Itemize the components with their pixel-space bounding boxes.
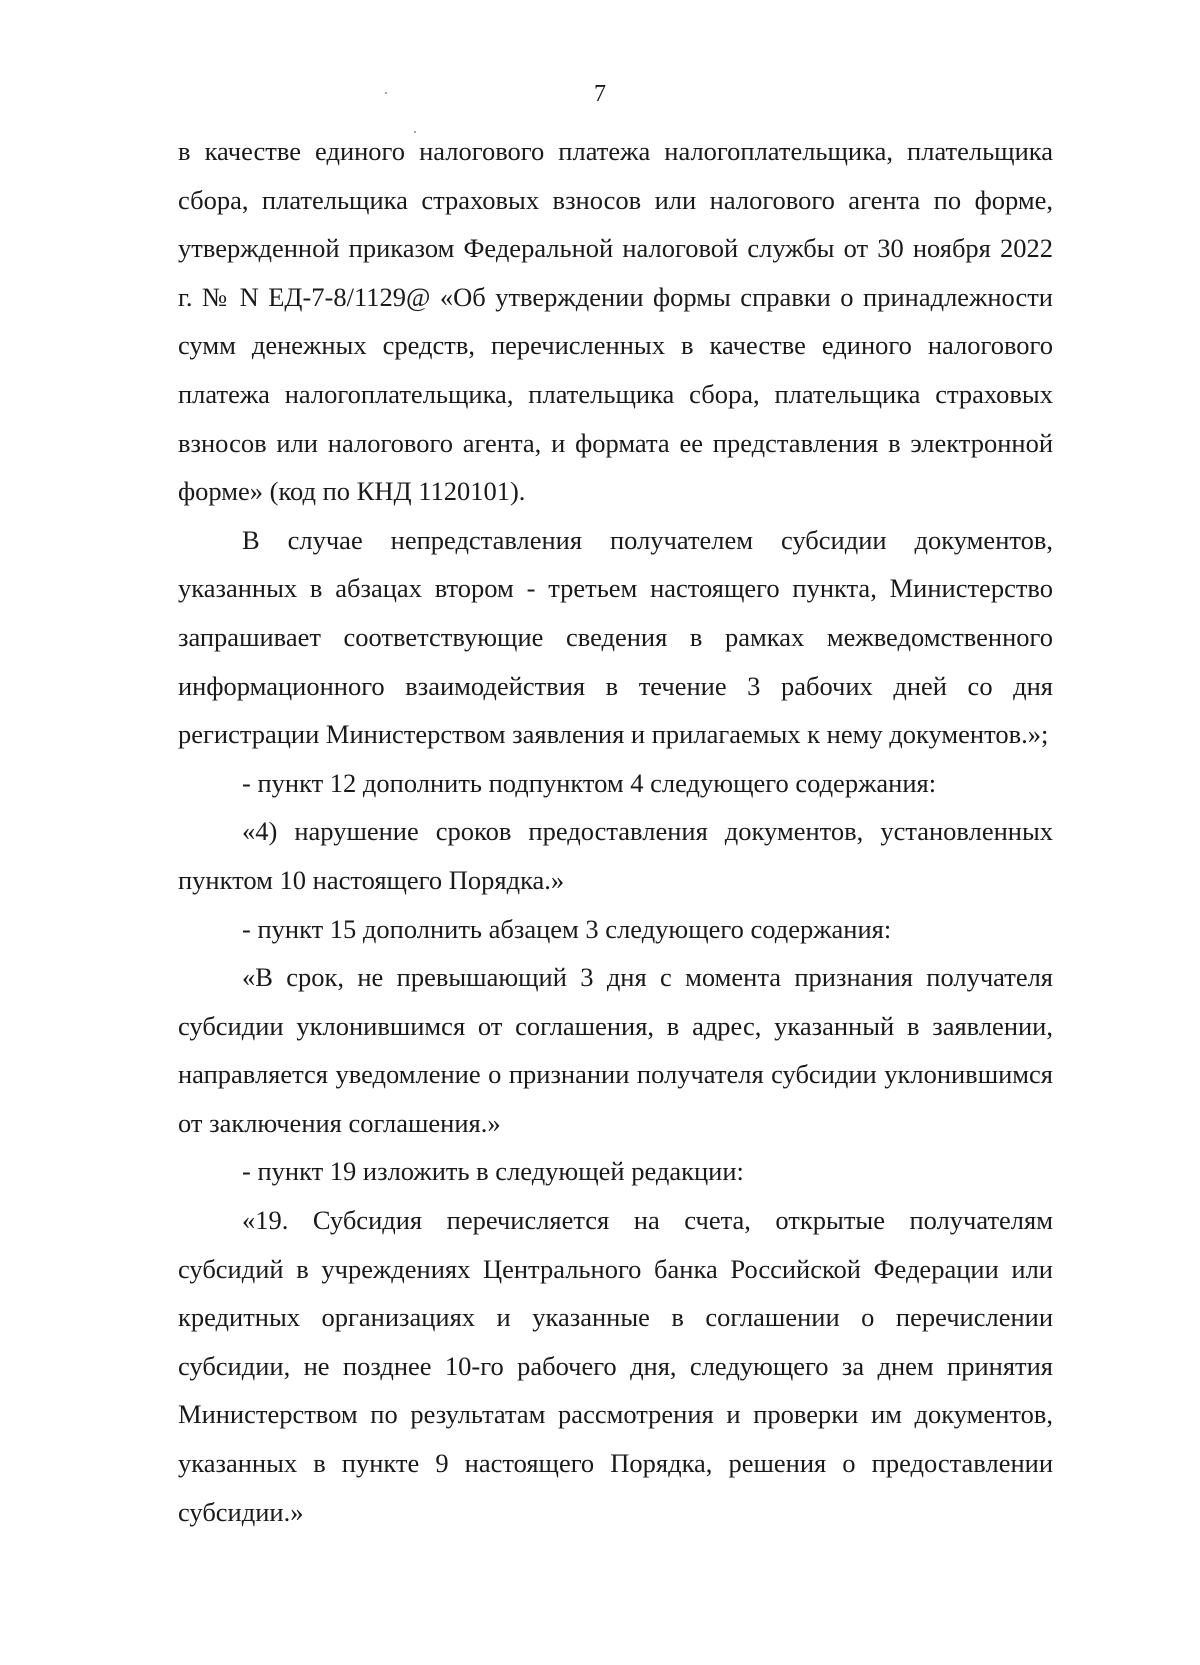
paragraph-interagency-request: В случае непредставления получателем субсидии документов, указанных в абзацах втором - третьем настоящего пункта, Министерство запрашивает соответствующие сведения в рамках межведомственного информационного взаимодействия в течение 3 рабочих дней со дня регистрации Министерством заявления и прилагаемых к нему документов.»; — [178, 524, 1053, 750]
paragraph-item-15-amendment: - пункт 15 дополнить абзацем 3 следующего содержания: — [242, 913, 892, 944]
page-number: 7 — [594, 81, 606, 107]
paragraph-subitem-4-text: «4) нарушение сроков предоставления документов, установленных пунктом 10 настоящего Порядка.» — [178, 816, 1053, 895]
paragraph-item-19-text: «19. Субсидия перечисляется на счета, открытые получателям субсидий в учреждениях Центрального банка Российской Федерации или кредитных организациях и указанные в соглашении о перечислении субсидии, не позднее 10-го рабочего дня, следующего за днем принятия Министерством по результатам рассмотрения и проверки им документов, указанных в пункте 9 настоящего Порядка, решения о предоставлении субсидии.» — [178, 1205, 1053, 1527]
paragraph-tax-reference: в качестве единого налогового платежа налогоплательщика, плательщика сбора, плательщика страховых взносов или налогового агента по форме, утвержденной приказом Федеральной налоговой службы от 30 ноября 2022 г. № N ЕД-7-8/1129@ «Об утверждении формы справки о принадлежности сумм денежных средств, перечисленных в качестве единого налогового платежа налогоплательщика, плательщика сбора, плательщика страховых взносов или налогового агента, и формата ее представления в электронной форме» (код по КНД 1120101). — [178, 136, 1053, 507]
paragraph-notification-text: «В срок, не превышающий 3 дня с момента признания получателя субсидии уклонившимся от соглашения, в адрес, указанный в заявлении, направляется уведомление о признании получателя субсидии уклонившимся от заключения соглашения.» — [178, 962, 1053, 1138]
paragraph-item-12-amendment: - пункт 12 дополнить подпунктом 4 следующего содержания: — [242, 767, 937, 798]
document-body — [178, 127, 1053, 1536]
paragraph-item-19-amendment: - пункт 19 изложить в следующей редакции: — [242, 1156, 744, 1187]
